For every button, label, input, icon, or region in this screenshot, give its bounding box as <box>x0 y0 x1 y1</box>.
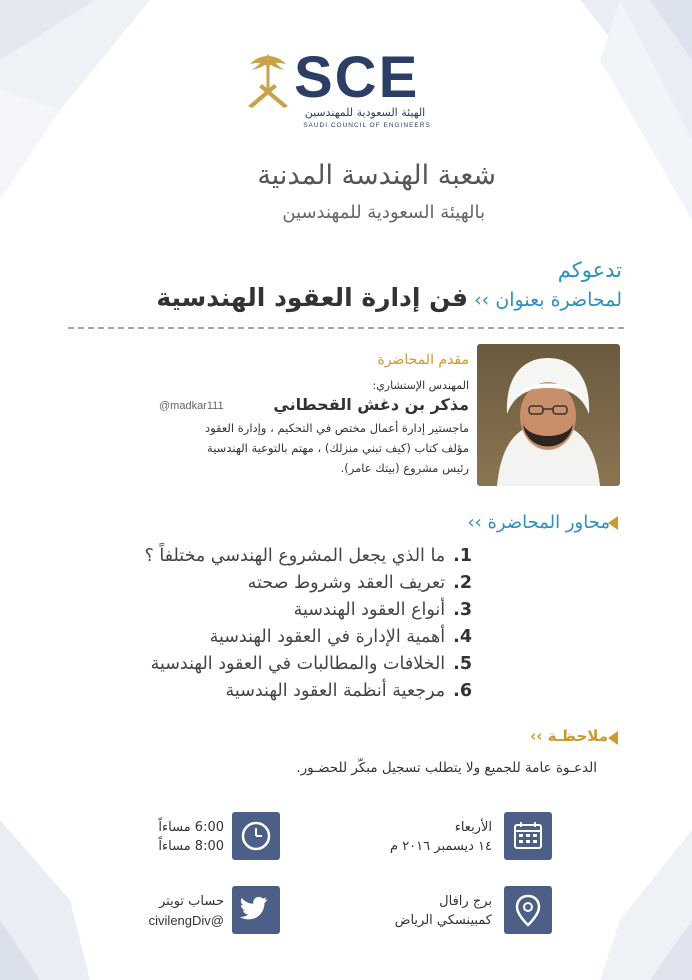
topic-number: 5. <box>453 654 472 674</box>
topic-number: 6. <box>453 681 472 701</box>
topic-text: ما الذي يجعل المشروع الهندسي مختلفاً ؟ <box>144 546 446 566</box>
topics-heading: محاور المحاضرة ›› <box>467 512 610 533</box>
twitter-handle[interactable]: @civilengDiv <box>148 913 224 928</box>
event-location <box>395 892 492 930</box>
note-text: الدعـوة عامة للجميع ولا يتطلب تسجيل مبكّر للحضـور. <box>296 760 597 776</box>
note-heading: ملاحظـة ›› <box>530 727 608 745</box>
presenter-bio-line: مؤلف كتاب (كيف تبني منزلك) ، مهتم بالتوعية الهندسية <box>207 441 469 455</box>
location-line: برج رافال <box>439 894 492 909</box>
topic-number: 2. <box>453 573 472 593</box>
topic-number: 3. <box>453 600 472 620</box>
calendar-icon <box>504 812 552 860</box>
speaker-photo <box>477 344 620 486</box>
topic-number: 4. <box>453 627 472 647</box>
twitter-account[interactable] <box>149 892 224 930</box>
presenter-handle: @madkar111 <box>159 400 224 412</box>
topic-text: مرجعية أنظمة العقود الهندسية <box>225 681 446 701</box>
gold-arrow-icon <box>608 731 618 745</box>
twitter-label: حساب تويتر <box>158 894 224 909</box>
location-line: كمبينسكي الرياض <box>394 913 492 928</box>
speaker-portrait <box>477 344 620 486</box>
logo-wordmark: SCE <box>294 45 420 110</box>
topic-item <box>294 600 472 620</box>
event-time-end: 8:00 مساءاً <box>158 839 224 854</box>
department-title: شعبة الهندسة المدنية <box>257 160 496 191</box>
topic-text: الخلافات والمطالبات في العقود الهندسية <box>150 654 446 674</box>
topic-item <box>144 546 472 566</box>
presenter-heading: مقدم المحاضرة <box>377 352 469 368</box>
logo-arabic-name: الهيئة السعودية للمهندسين <box>304 106 426 119</box>
topic-item <box>248 573 472 593</box>
topic-item <box>210 627 472 647</box>
topic-number: 1. <box>453 546 472 566</box>
palm-swords-logo-icon <box>244 50 292 114</box>
twitter-icon[interactable] <box>232 886 280 934</box>
event-time-start: 6:00 مساءاً <box>158 820 224 835</box>
lecture-prefix: لمحاضرة بعنوان ›› <box>474 289 622 311</box>
sce-logo <box>244 46 444 136</box>
topic-text: أهمية الإدارة في العقود الهندسية <box>209 627 446 647</box>
presenter-name: مذكر بن دغش القحطاني <box>273 395 469 414</box>
location-pin-icon <box>504 886 552 934</box>
event-time <box>158 818 224 856</box>
event-day: الأربعاء <box>454 820 492 835</box>
department-subtitle: بالهيئة السعودية للمهندسين <box>282 202 485 223</box>
presenter-bio-line: ماجستير إدارة أعمال مختص في التحكيم ، وإدارة العقود <box>205 421 469 435</box>
dashed-divider <box>68 327 624 329</box>
lecture-title: فن إدارة العقود الهندسية <box>156 283 469 312</box>
topic-item <box>151 654 472 674</box>
invite-label: تدعوكم <box>557 258 622 282</box>
event-date-full: ١٤ ديسمبر ٢٠١٦ م <box>390 839 492 854</box>
topic-item <box>226 681 472 701</box>
event-date <box>390 818 492 856</box>
topic-text: أنواع العقود الهندسية <box>293 600 446 620</box>
lecture-title-row <box>138 283 622 312</box>
topic-text: تعريف العقد وشروط صحته <box>247 573 446 593</box>
presenter-bio-line: رئيس مشروع (بيتك عامر). <box>340 461 469 475</box>
presenter-role: المهندس الإستشاري: <box>372 379 469 392</box>
logo-english-name: SAUDI COUNCIL OF ENGINEERS <box>303 122 431 129</box>
clock-icon <box>232 812 280 860</box>
